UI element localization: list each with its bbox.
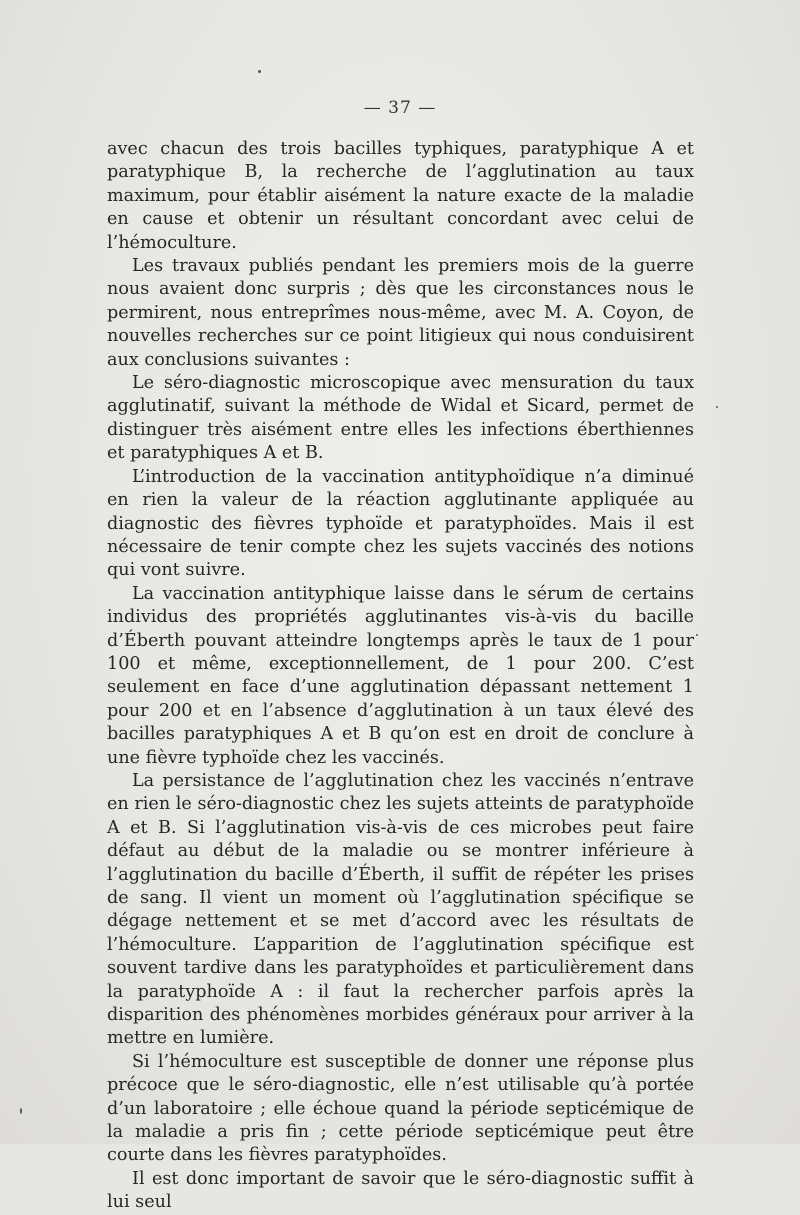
page-number: — 37 —	[363, 98, 437, 118]
paragraph-7: Si l’hémoculture est susceptible de donner une réponse plus précoce que le séro-diagnostic, elle n’est utilisable qu’à portée d’un laboratoire ; elle échoue quand la période septicémique de la maladie a pris fin ; cette période septicémique peut être courte dans les fièvres paratyphoïdes.	[107, 1051, 694, 1166]
ink-speck	[716, 406, 718, 408]
ink-speck	[258, 70, 261, 73]
paragraph-4: L’introduction de la vaccination antityphoïdique n’a diminué en rien la valeur de la réaction agglutinante appliquée au diagnostic des fièvres typhoïde et paratyphoïdes. Mais il est nécessaire de tenir compte chez les sujets vaccinés des notions qui vont suivre.	[107, 466, 694, 581]
paragraph-6: La persistance de l’agglutination chez les vaccinés n’entrave en rien le séro-diagnostic chez les sujets atteints de paratyphoïde A et B. Si l’agglutination vis-à-vis de ces microbes peut faire défaut au début de la maladie ou se montrer inférieure à l’agglutination du bacille d’Éberth, il suffit de répéter les prises de sang. Il vient un moment où l’agglutination spécifique se dégage nettement et se met d’accord avec les résultats de l’hémoculture. L’apparition de l’agglutination spécifique est souvent tardive dans les paratyphoïdes et particulièrement dans la paratyphoïde A : il faut la rechercher parfois après la disparition des phénomènes morbides généraux pour arriver à la mettre en lumière.	[107, 770, 694, 1049]
body-text	[107, 138, 694, 1215]
paragraph-5: La vaccination antityphique laisse dans le sérum de certains individus des propriétés agglutinantes vis-à-vis du bacille d’Éberth pouvant atteindre longtemps après le taux de 1 pour 100 et même, exceptionnellement, de 1 pour 200. C’est seulement en face d’une agglutination dépassant nettement 1 pour 200 et en l’absence d’agglutination à un taux élevé des bacilles paratyphiques A et B qu’on est en droit de conclure à une fièvre typhoïde chez les vaccinés.	[107, 583, 694, 768]
paragraph-8: Il est donc important de savoir que le séro-diagnostic suffit à lui seul	[107, 1168, 694, 1213]
ink-speck	[696, 634, 698, 636]
paragraph-1: avec chacun des trois bacilles typhiques, paratyphique A et paratyphique B, la recherche de l’agglutination au taux maximum, pour établir aisément la nature exacte de la maladie en cause et obtenir un résultant concordant avec celui de l’hémoculture.	[107, 139, 694, 253]
ink-speck	[20, 1108, 22, 1114]
paragraph-3: Le séro-diagnostic microscopique avec mensuration du taux agglutinatif, suivant la méthode de Widal et Sicard, permet de distinguer très aisément entre elles les infections éberthiennes et paratyphiques A et B.	[107, 373, 694, 464]
paragraph-2: Les travaux publiés pendant les premiers mois de la guerre nous avaient donc surpris ; dès que les circonstances nous le permirent, nous entreprîmes nous-même, avec M. A. Coyon, de nouvelles recherches sur ce point litigieux qui nous conduisirent aux conclusions suivantes :	[107, 256, 694, 370]
